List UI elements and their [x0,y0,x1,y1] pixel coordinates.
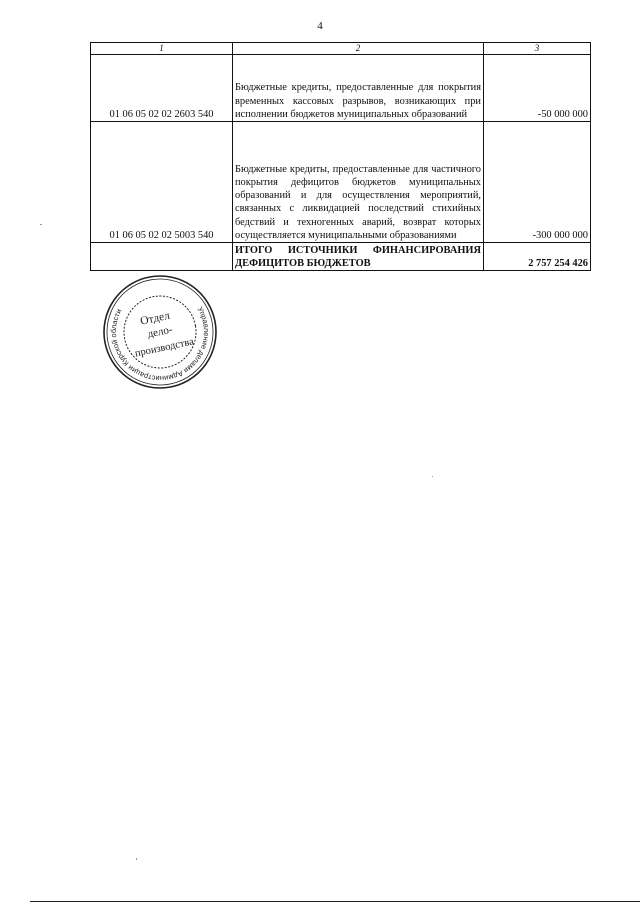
column-header-1: 1 [91,43,233,55]
page-bottom-edge [30,901,640,902]
stamp-line-3: производства [134,336,195,360]
table-header-row [91,43,591,55]
total-row [91,243,591,271]
column-header-3: 3 [484,43,591,55]
budget-code: 01 06 05 02 02 2603 540 [91,55,233,122]
scan-speck [432,476,433,477]
row-description: Бюджетные кредиты, предоставленные для покрытия временных кассовых разрывов, возникающих при исполнении бюджетов муниципальных образований [233,55,484,122]
row-description: Бюджетные кредиты, предоставленные для частичного покрытия дефицитов бюджетов муниципальных образований и для осуществления мероприятий, связанных с ликвидацией последствий стихийных бедствий и техногенных аварий, возврат которых осуществляется муниципальными образованиями [233,122,484,243]
row-amount: -300 000 000 [484,122,591,243]
total-label: ИТОГО ИСТОЧНИКИ ФИНАНСИРОВАНИЯ ДЕФИЦИТОВ БЮДЖЕТОВ [233,243,484,271]
table-row [91,55,591,122]
table-row [91,122,591,243]
official-stamp [100,272,220,392]
column-header-2: 2 [233,43,484,55]
budget-code: 01 06 05 02 02 5003 540 [91,122,233,243]
scan-speck [40,224,42,225]
stamp-ring-text: Управление делами Администрации Курской области [108,305,212,384]
stamp-line-1: Отдел [139,309,171,328]
row-amount: -50 000 000 [484,55,591,122]
page-number: 4 [317,20,323,32]
total-amount: 2 757 254 426 [484,243,591,271]
sources-table [90,42,591,271]
stamp-line-2: дело- [146,323,174,341]
scan-speck [136,858,137,860]
total-code [91,243,233,271]
